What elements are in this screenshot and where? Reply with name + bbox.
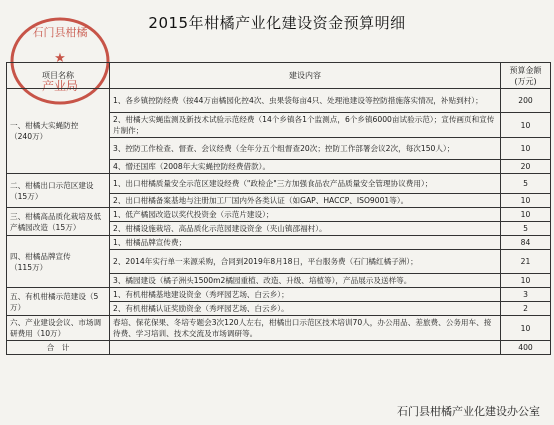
content-cell: 1、低产橘园改造以奖代投资金（示范片建设）； — [110, 208, 501, 222]
project-name-cell: 六、产业建设会议、市场调研费用（10万） — [7, 316, 110, 341]
table-header-row — [7, 63, 551, 89]
project-name-cell: 五、有机柑橘示范建设（5万） — [7, 288, 110, 316]
project-name-cell: 一、柑橘大实蝇防控 （240万） — [7, 89, 110, 174]
total-row — [7, 341, 551, 355]
amount-cell: 2 — [501, 302, 551, 316]
content-cell: 1、出口柑橘质量安全示范区建设经费（"政检企"三方加强食品农产品质量安全管理协议费用）； — [110, 174, 501, 194]
table-row — [7, 174, 551, 194]
amount-cell: 3 — [501, 288, 551, 302]
project-name-cell: 三、柑橘高品质化栽培及低产橘园改造（15万） — [7, 208, 110, 236]
content-cell: 2、柑橘设施栽培、高品质化示范园建设资金（夹山镇邵福村）。 — [110, 222, 501, 236]
amount-cell: 10 — [501, 208, 551, 222]
header-project: 项目名称 — [7, 63, 110, 89]
content-cell: 春培、保花保果、冬培专题会3次120人左右，柑橘出口示范区技术培训70人，办公用品、差旅费、公务用车、接待费、学习培训、技术交流及市场调研等。 — [110, 316, 501, 341]
footer-issuer: 石门县柑橘产业化建设办公室 — [397, 405, 540, 418]
total-amount: 400 — [501, 341, 551, 355]
table-row — [7, 316, 551, 341]
table-row — [7, 89, 551, 113]
amount-cell: 5 — [501, 222, 551, 236]
total-label: 合 计 — [7, 341, 110, 355]
table-row — [7, 236, 551, 250]
amount-cell: 10 — [501, 194, 551, 208]
svg-text:产业局: 产业局 — [41, 79, 79, 93]
amount-cell: 200 — [501, 89, 551, 113]
amount-cell: 5 — [501, 174, 551, 194]
content-cell: 2、2014年实行单一来源采购，合同到2019年8月18日，平台服务费（石门橘红橘子洲）； — [110, 250, 501, 274]
amount-cell: 21 — [501, 250, 551, 274]
amount-cell: 10 — [501, 138, 551, 160]
amount-cell: 10 — [501, 113, 551, 138]
amount-cell: 84 — [501, 236, 551, 250]
content-cell: 4、憎还国库（2008年大实蝇控防经费借款）。 — [110, 160, 501, 174]
header-content: 建设内容 — [110, 63, 501, 89]
content-cell: 3、控防工作检查、督查、会议经费（全年分五个组督查20次；控防工作部署会议2次，每次150人）； — [110, 138, 501, 160]
content-cell: 2、柑橘大实蝇监测及新技术试验示范经费（14个乡镇各1个监测点，6个乡镇6000亩试验示范）；宣传画页和宣传片制作； — [110, 113, 501, 138]
header-amount: 预算金额(万元) — [501, 63, 551, 89]
amount-cell: 20 — [501, 160, 551, 174]
table-row — [7, 208, 551, 222]
project-name-cell: 四、柑橘品牌宣传 （115万） — [7, 236, 110, 288]
content-cell: 2、出口柑橘备案基地与注册加工厂国内外各类认证（如GAP、HACCP、ISO9001等）。 — [110, 194, 501, 208]
content-cell: 2、有机柑橘认证奖励资金（秀坪园艺场、白云乡）。 — [110, 302, 501, 316]
content-cell: 1、柑橘品牌宣传费； — [110, 236, 501, 250]
svg-text:石门县柑橘: 石门县柑橘 — [32, 26, 88, 39]
content-cell: 1、有机柑橘基地建设资金（秀坪园艺场、白云乡）； — [110, 288, 501, 302]
content-cell: 1、各乡镇控防经费（按44万亩橘园化控4次、虫果袋每亩4只、处理池建设等控防措施落实情况，补贴到村）； — [110, 89, 501, 113]
amount-cell: 10 — [501, 274, 551, 288]
content-cell: 3、橘园建设（橘子洲头1500m2橘园重植、改造、升级、培植等），产品展示及送样等。 — [110, 274, 501, 288]
project-name-cell: 二、柑橘出口示范区建设（15万） — [7, 174, 110, 208]
total-empty-cell — [110, 341, 501, 355]
budget-table — [6, 62, 551, 355]
table-row — [7, 288, 551, 302]
svg-text:★: ★ — [54, 51, 66, 66]
page-title: 2015年柑橘产业化建设资金预算明细 — [148, 14, 406, 32]
amount-cell: 10 — [501, 316, 551, 341]
